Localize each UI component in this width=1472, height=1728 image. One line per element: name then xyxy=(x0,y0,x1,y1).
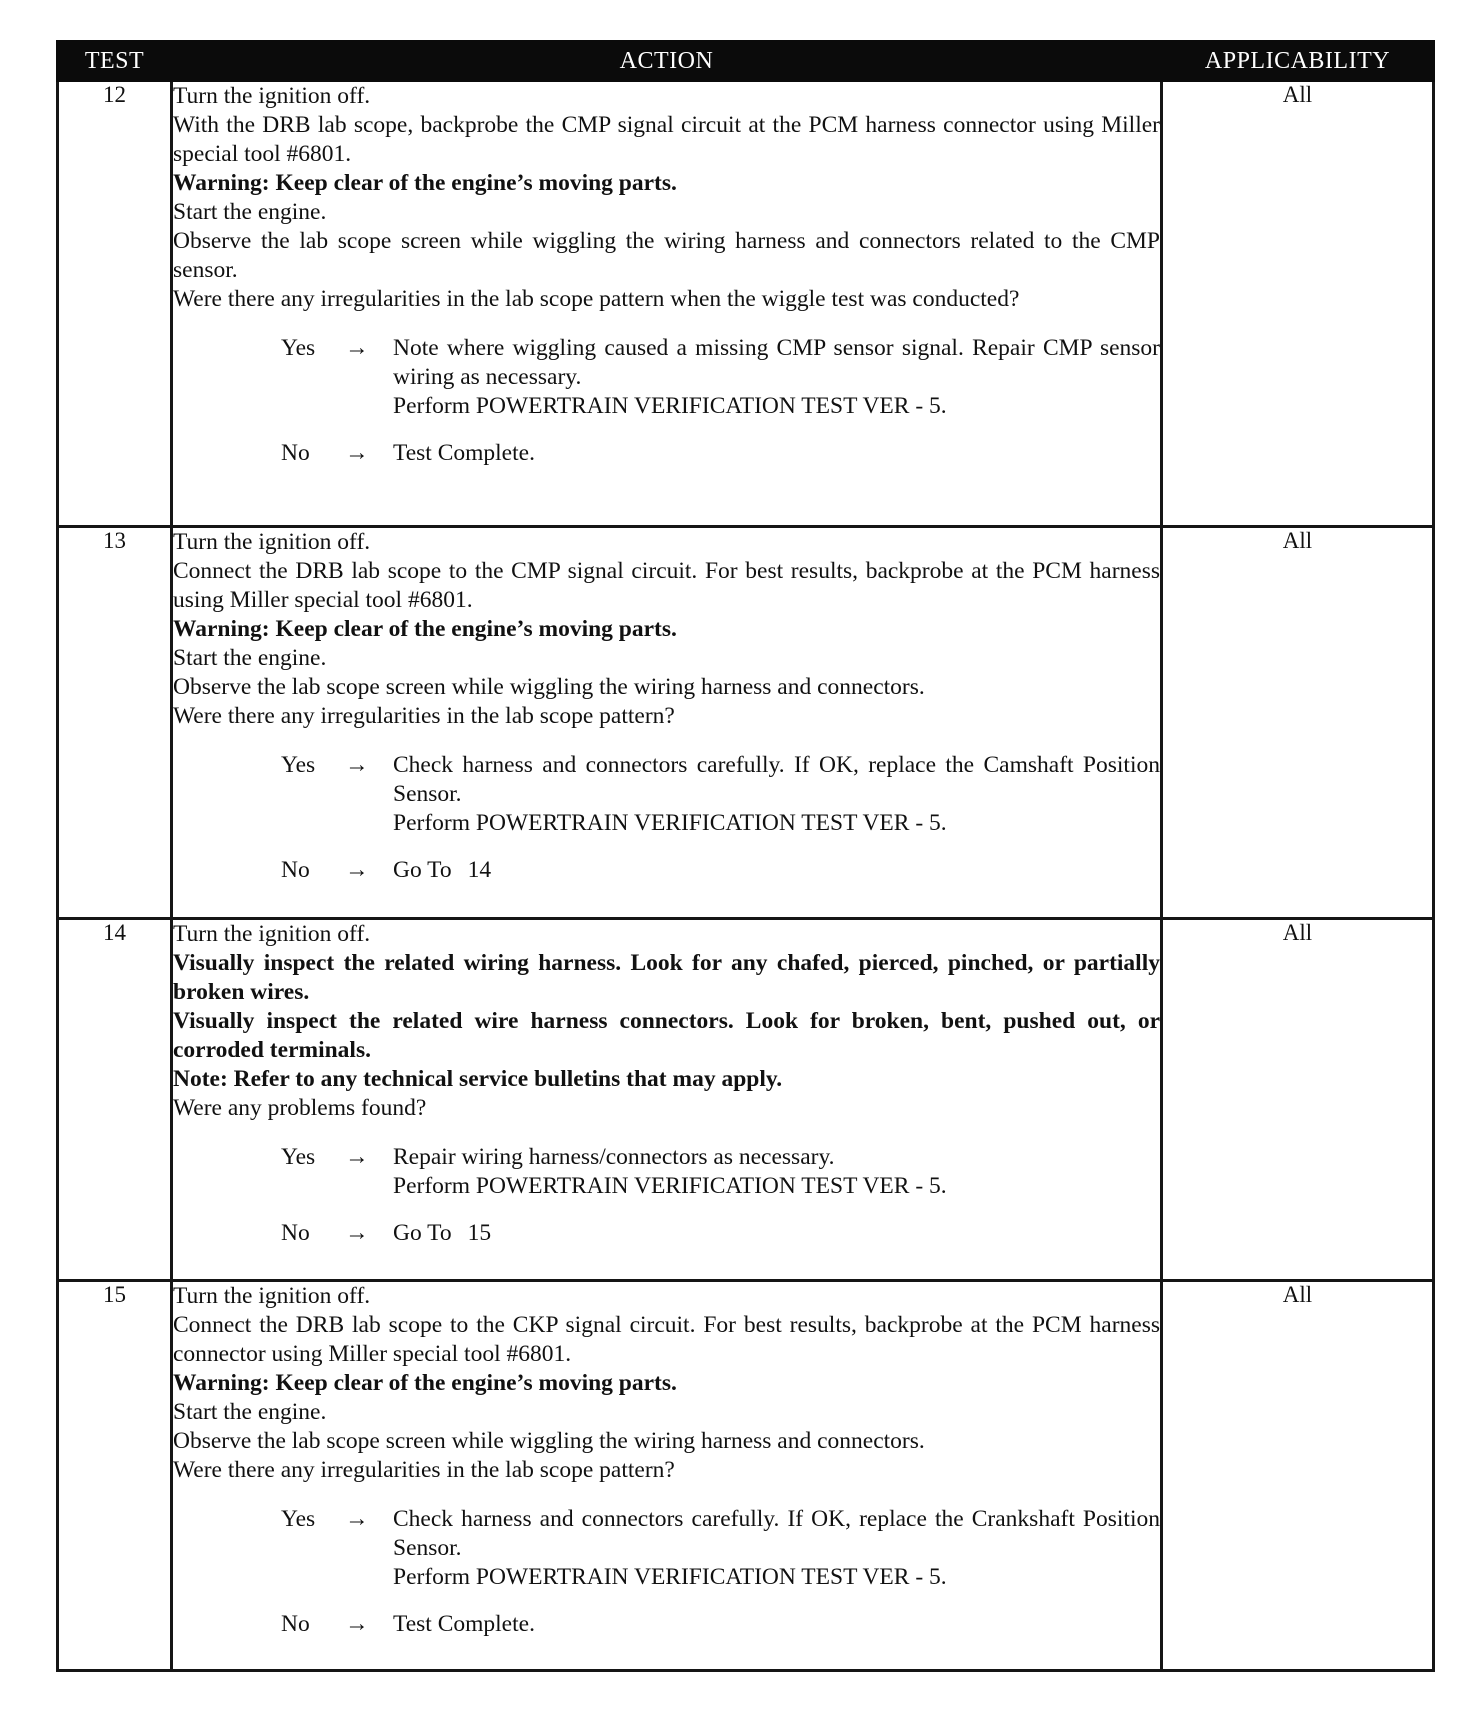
warning-text: Warning: Keep clear of the engine’s moving parts. xyxy=(173,616,677,642)
warning-text: Warning: Keep clear of the engine’s moving parts. xyxy=(173,170,677,196)
yes-result xyxy=(173,334,1160,421)
goto-test-link[interactable]: 15 xyxy=(467,1220,492,1246)
yes-text: Check harness and connectors carefully. If OK, replace the Crankshaft Position Sensor. xyxy=(393,1506,1160,1561)
applicability-value: All xyxy=(1162,81,1434,527)
warning-text: Warning: Keep clear of the engine’s moving parts. xyxy=(173,1370,677,1396)
action-cell xyxy=(172,81,1162,527)
yes-text: Repair wiring harness/connectors as necessary. xyxy=(393,1144,835,1170)
yes-text: Check harness and connectors carefully. If OK, replace the Camshaft Position Sensor. xyxy=(393,752,1160,807)
header-action: ACTION xyxy=(172,42,1162,81)
diagnostic-page xyxy=(56,40,1432,1672)
test-number: 15 xyxy=(58,1281,172,1671)
step-text: Turn the ignition off. xyxy=(173,921,371,947)
goto-text: Go To xyxy=(393,1220,452,1246)
arrow-icon: → xyxy=(345,1144,369,1170)
header-test: TEST xyxy=(58,42,172,81)
no-result xyxy=(173,856,1160,885)
step-text: Turn the ignition off. xyxy=(173,1283,371,1309)
verification-text: Perform POWERTRAIN VERIFICATION TEST VER - 5. xyxy=(393,1173,947,1199)
applicability-value: All xyxy=(1162,1281,1434,1671)
goto-text: Go To xyxy=(393,857,452,883)
action-cell xyxy=(172,919,1162,1281)
step-text: Connect the DRB lab scope to the CKP signal circuit. For best results, backprobe at the PCM harness connector using Miller special tool #6801. xyxy=(173,1312,1160,1367)
no-label: No xyxy=(281,1220,310,1246)
no-text: Test Complete. xyxy=(393,440,535,466)
step-text: Observe the lab scope screen while wiggling the wiring harness and connectors. xyxy=(173,674,925,700)
verification-text: Perform POWERTRAIN VERIFICATION TEST VER - 5. xyxy=(393,810,947,836)
yes-label: Yes xyxy=(281,335,316,361)
step-text: Observe the lab scope screen while wiggling the wiring harness and connectors related to the CMP sensor. xyxy=(173,228,1160,283)
goto-test-link[interactable]: 14 xyxy=(467,857,492,883)
inspection-text: Visually inspect the related wire harness connectors. Look for broken, bent, pushed out, or corroded terminals. xyxy=(173,1008,1160,1063)
action-cell xyxy=(172,527,1162,919)
no-label: No xyxy=(281,1611,310,1637)
table-header-row xyxy=(58,42,1434,81)
no-label: No xyxy=(281,440,310,466)
test-number: 14 xyxy=(58,919,172,1281)
step-text: Turn the ignition off. xyxy=(173,83,371,109)
test-number: 13 xyxy=(58,527,172,919)
no-text: Test Complete. xyxy=(393,1611,535,1637)
inspection-text: Visually inspect the related wiring harness. Look for any chafed, pierced, pinched, or partially broken wires. xyxy=(173,950,1160,1005)
yes-result xyxy=(173,1505,1160,1592)
yes-text: Note where wiggling caused a missing CMP sensor signal. Repair CMP sensor wiring as necessary. xyxy=(393,335,1160,390)
table-row xyxy=(58,81,1434,527)
table-row xyxy=(58,919,1434,1281)
step-text: With the DRB lab scope, backprobe the CMP signal circuit at the PCM harness connector using Miller special tool #6801. xyxy=(173,112,1160,167)
question-text: Were there any irregularities in the lab scope pattern when the wiggle test was conducted? xyxy=(173,286,1020,312)
step-text: Turn the ignition off. xyxy=(173,529,371,555)
yes-label: Yes xyxy=(281,752,316,778)
step-text: Start the engine. xyxy=(173,199,327,225)
diagnostic-table xyxy=(56,40,1435,1672)
arrow-icon: → xyxy=(345,1220,369,1246)
arrow-icon: → xyxy=(345,1611,369,1637)
no-result xyxy=(173,1219,1160,1248)
yes-label: Yes xyxy=(281,1506,316,1532)
arrow-icon: → xyxy=(345,1506,369,1532)
step-text: Start the engine. xyxy=(173,645,327,671)
question-text: Were there any irregularities in the lab scope pattern? xyxy=(173,1457,675,1483)
yes-result xyxy=(173,751,1160,838)
arrow-icon: → xyxy=(345,857,369,883)
note-text: Note: Refer to any technical service bulletins that may apply. xyxy=(173,1066,783,1092)
action-cell xyxy=(172,1281,1162,1671)
applicability-value: All xyxy=(1162,919,1434,1281)
yes-label: Yes xyxy=(281,1144,316,1170)
test-number: 12 xyxy=(58,81,172,527)
arrow-icon: → xyxy=(345,335,369,361)
arrow-icon: → xyxy=(345,752,369,778)
no-label: No xyxy=(281,857,310,883)
table-row xyxy=(58,527,1434,919)
step-text: Connect the DRB lab scope to the CMP signal circuit. For best results, backprobe at the PCM harness using Miller special tool #6801. xyxy=(173,558,1160,613)
question-text: Were any problems found? xyxy=(173,1095,427,1121)
no-result xyxy=(173,439,1160,468)
verification-text: Perform POWERTRAIN VERIFICATION TEST VER - 5. xyxy=(393,1564,947,1590)
no-result xyxy=(173,1610,1160,1639)
question-text: Were there any irregularities in the lab scope pattern? xyxy=(173,703,675,729)
step-text: Observe the lab scope screen while wiggling the wiring harness and connectors. xyxy=(173,1428,925,1454)
arrow-icon: → xyxy=(345,440,369,466)
yes-result xyxy=(173,1143,1160,1201)
applicability-value: All xyxy=(1162,527,1434,919)
table-row xyxy=(58,1281,1434,1671)
step-text: Start the engine. xyxy=(173,1399,327,1425)
header-applicability: APPLICABILITY xyxy=(1162,42,1434,81)
verification-text: Perform POWERTRAIN VERIFICATION TEST VER - 5. xyxy=(393,393,947,419)
